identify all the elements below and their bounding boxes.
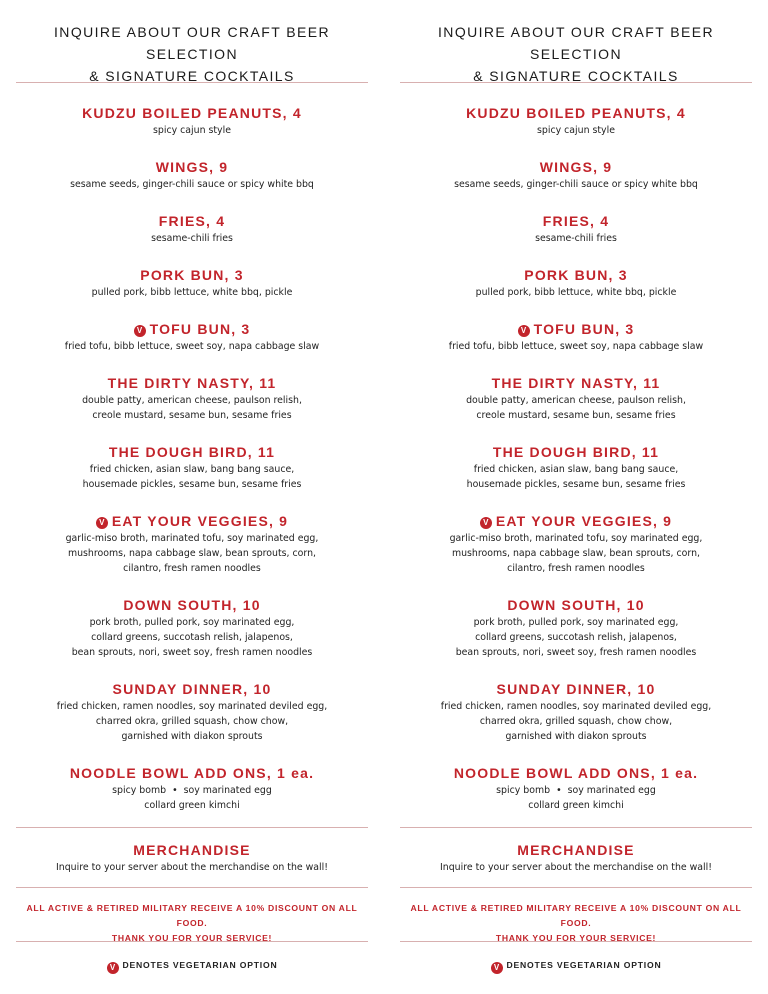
merchandise-section <box>400 841 752 875</box>
header-line-2: & SIGNATURE COCKTAILS <box>473 68 679 84</box>
addons-line-1 <box>16 783 368 798</box>
menu-item <box>400 104 752 138</box>
menu-item-description-line: creole mustard, sesame bun, sesame fries <box>476 410 676 421</box>
menu-item-name: EAT YOUR VEGGIES, 9 <box>111 513 289 529</box>
menu-item <box>16 158 368 192</box>
menu-item-name: SUNDAY DINNER, 10 <box>112 681 272 697</box>
menu-item <box>400 212 752 246</box>
menu-item-description <box>16 177 368 192</box>
menu-column-right <box>384 0 768 994</box>
menu-item-name: THE DIRTY NASTY, 11 <box>107 375 277 391</box>
menu-item-description-line: cilantro, fresh ramen noodles <box>507 563 645 574</box>
menu-item-name: SUNDAY DINNER, 10 <box>496 681 656 697</box>
menu-item <box>16 320 368 354</box>
military-line-1: ALL ACTIVE & RETIRED MILITARY RECEIVE A 10% DISCOUNT ON ALL FOOD. <box>26 903 358 928</box>
divider <box>400 827 752 828</box>
menu-item-name: WINGS, 9 <box>155 159 229 175</box>
header <box>400 21 752 87</box>
addon-soy-egg: soy marinated egg <box>183 785 272 796</box>
menu-item-description-line: pulled pork, bibb lettuce, white bbq, pickle <box>475 287 677 298</box>
menu-item <box>16 212 368 246</box>
menu-item-title <box>16 104 368 122</box>
vegetarian-icon: V <box>134 325 146 337</box>
menu-item-description <box>16 231 368 246</box>
menu-item-title <box>16 320 368 338</box>
menu-item-description <box>400 393 752 423</box>
menu-item-name: KUDZU BOILED PEANUTS, 4 <box>82 105 302 121</box>
addon-separator: • <box>172 785 178 796</box>
addons-section <box>400 764 752 813</box>
merchandise-section <box>16 841 368 875</box>
merchandise-description: Inquire to your server about the merchandise on the wall! <box>439 862 713 873</box>
merchandise-description: Inquire to your server about the merchandise on the wall! <box>55 862 329 873</box>
menu-item-title <box>400 104 752 122</box>
menu-item-description-line: sesame seeds, ginger-chili sauce or spicy white bbq <box>454 179 698 190</box>
divider <box>16 827 368 828</box>
divider <box>400 82 752 83</box>
military-line-2: THANK YOU FOR YOUR SERVICE! <box>111 933 273 943</box>
menu-item-description-line: double patty, american cheese, paulson relish, <box>466 395 686 406</box>
menu-item-description-line: fried chicken, ramen noodles, soy marinated deviled egg, <box>56 701 328 712</box>
menu-item-title <box>400 443 752 461</box>
menu-item-description-line: charred okra, grilled squash, chow chow, <box>479 716 673 727</box>
military-discount-notice <box>400 901 752 946</box>
menu-item-title <box>400 680 752 698</box>
menu-item-description-line: fried chicken, asian slaw, bang bang sauce, <box>473 464 679 475</box>
vegetarian-icon: V <box>96 517 108 529</box>
menu-item-description-line: fried chicken, ramen noodles, soy marinated deviled egg, <box>440 701 712 712</box>
menu-item-title <box>16 212 368 230</box>
divider <box>400 941 752 942</box>
menu-item <box>16 680 368 744</box>
menu-item-description <box>400 339 752 354</box>
header <box>16 21 368 87</box>
menu-item-name: PORK BUN, 3 <box>140 267 244 283</box>
menu-item-description-line: garnished with diakon sprouts <box>505 731 647 742</box>
menu-item-description <box>16 123 368 138</box>
addon-separator: • <box>556 785 562 796</box>
menu-item-description-line: pork broth, pulled pork, soy marinated egg, <box>473 617 679 628</box>
menu-item-description <box>16 699 368 744</box>
menu-item-description <box>400 177 752 192</box>
header-line-1: INQUIRE ABOUT OUR CRAFT BEER SELECTION <box>54 24 330 62</box>
menu-item-name: WINGS, 9 <box>539 159 613 175</box>
menu-item-description-line: garlic-miso broth, marinated tofu, soy marinated egg, <box>65 533 319 544</box>
addons-description <box>400 783 752 813</box>
menu-item-description-line: housemade pickles, sesame bun, sesame fries <box>466 479 686 490</box>
menu-item <box>400 320 752 354</box>
menu-item <box>16 512 368 576</box>
menu-item <box>16 443 368 492</box>
menu-item <box>16 266 368 300</box>
menu-item-name: THE DOUGH BIRD, 11 <box>492 444 660 460</box>
menu-item <box>16 596 368 660</box>
menu-item-description-line: collard greens, succotash relish, jalapenos, <box>91 632 293 643</box>
addon-spicy-bomb: spicy bomb <box>496 785 551 796</box>
menu-item-description-line: collard greens, succotash relish, jalapenos, <box>475 632 677 643</box>
menu-item-description-line: mushrooms, napa cabbage slaw, bean sprouts, corn, <box>451 548 701 559</box>
addons-line-2: collard green kimchi <box>528 800 624 811</box>
menu-item-title <box>400 158 752 176</box>
menu-item-description-line: mushrooms, napa cabbage slaw, bean sprouts, corn, <box>67 548 317 559</box>
menu-item <box>400 374 752 423</box>
merchandise-title: MERCHANDISE <box>517 842 635 858</box>
menu-item-description-line: sesame-chili fries <box>151 233 233 244</box>
legend-text: DENOTES VEGETARIAN OPTION <box>506 960 662 970</box>
addons-title: NOODLE BOWL ADD ONS, 1 ea. <box>69 765 315 781</box>
menu-item-description-line: housemade pickles, sesame bun, sesame fries <box>82 479 302 490</box>
menu-item-description <box>400 531 752 576</box>
addons-title: NOODLE BOWL ADD ONS, 1 ea. <box>453 765 699 781</box>
menu-item-description-line: sesame seeds, ginger-chili sauce or spicy white bbq <box>70 179 314 190</box>
menu-item-name: FRIES, 4 <box>158 213 226 229</box>
menu-item-title <box>16 680 368 698</box>
menu-item-description-line: spicy cajun style <box>153 125 231 136</box>
menu-item-description-line: sesame-chili fries <box>535 233 617 244</box>
divider <box>16 887 368 888</box>
menu-item-title <box>400 596 752 614</box>
menu-item-description <box>16 462 368 492</box>
menu-item-description <box>400 123 752 138</box>
menu-item <box>16 374 368 423</box>
menu-item-title <box>16 443 368 461</box>
menu-item-name: DOWN SOUTH, 10 <box>123 597 261 613</box>
menu-item-description-line: charred okra, grilled squash, chow chow, <box>95 716 289 727</box>
military-line-2: THANK YOU FOR YOUR SERVICE! <box>495 933 657 943</box>
menu-item-description-line: garlic-miso broth, marinated tofu, soy marinated egg, <box>449 533 703 544</box>
menu-item-title <box>400 374 752 392</box>
military-discount-notice <box>16 901 368 946</box>
vegetarian-legend <box>16 958 368 974</box>
menu-item-description-line: fried tofu, bibb lettuce, sweet soy, napa cabbage slaw <box>64 341 320 352</box>
menu-item-name: EAT YOUR VEGGIES, 9 <box>495 513 673 529</box>
menu-item-title <box>16 158 368 176</box>
addon-spicy-bomb: spicy bomb <box>112 785 167 796</box>
menu-item-description <box>16 285 368 300</box>
menu-item-title <box>16 512 368 530</box>
menu-item-description <box>400 462 752 492</box>
addons-description <box>16 783 368 813</box>
addons-line-2: collard green kimchi <box>144 800 240 811</box>
menu-item <box>16 104 368 138</box>
menu-item-title <box>16 596 368 614</box>
merchandise-title: MERCHANDISE <box>133 842 251 858</box>
menu-item-description <box>16 393 368 423</box>
menu-item-description <box>16 339 368 354</box>
menu-item-description-line: fried tofu, bibb lettuce, sweet soy, napa cabbage slaw <box>448 341 704 352</box>
vegetarian-icon: V <box>480 517 492 529</box>
menu-item-description-line: double patty, american cheese, paulson relish, <box>82 395 302 406</box>
vegetarian-legend <box>400 958 752 974</box>
menu-item-name: TOFU BUN, 3 <box>533 321 635 337</box>
menu-item-description-line: pork broth, pulled pork, soy marinated egg, <box>89 617 295 628</box>
menu-item-description-line: spicy cajun style <box>537 125 615 136</box>
menu-item <box>400 596 752 660</box>
menu-item <box>400 266 752 300</box>
menu-item-description-line: pulled pork, bibb lettuce, white bbq, pickle <box>91 287 293 298</box>
menu-item-description <box>16 615 368 660</box>
addons-line-1 <box>400 783 752 798</box>
menu-item-description <box>16 531 368 576</box>
divider <box>16 82 368 83</box>
vegetarian-icon: V <box>107 962 119 974</box>
addons-section <box>16 764 368 813</box>
menu-item-name: KUDZU BOILED PEANUTS, 4 <box>466 105 686 121</box>
menu-item-title <box>16 374 368 392</box>
military-line-1: ALL ACTIVE & RETIRED MILITARY RECEIVE A 10% DISCOUNT ON ALL FOOD. <box>410 903 742 928</box>
menu-item-title <box>400 266 752 284</box>
menu-item-title <box>16 266 368 284</box>
menu-item <box>400 158 752 192</box>
header-line-2: & SIGNATURE COCKTAILS <box>89 68 295 84</box>
menu-item <box>400 680 752 744</box>
menu-item-description <box>400 615 752 660</box>
addon-soy-egg: soy marinated egg <box>567 785 656 796</box>
divider <box>16 941 368 942</box>
menu-item-description <box>400 231 752 246</box>
menu-item-name: THE DOUGH BIRD, 11 <box>108 444 276 460</box>
legend-text: DENOTES VEGETARIAN OPTION <box>122 960 278 970</box>
menu-item-description-line: bean sprouts, nori, sweet soy, fresh ramen noodles <box>455 647 697 658</box>
menu-item-title <box>400 212 752 230</box>
menu-item-name: TOFU BUN, 3 <box>149 321 251 337</box>
header-line-1: INQUIRE ABOUT OUR CRAFT BEER SELECTION <box>438 24 714 62</box>
menu-item-name: FRIES, 4 <box>542 213 610 229</box>
menu-item-description-line: cilantro, fresh ramen noodles <box>123 563 261 574</box>
menu-item-description-line: bean sprouts, nori, sweet soy, fresh ramen noodles <box>71 647 313 658</box>
menu-item-description <box>400 285 752 300</box>
vegetarian-icon: V <box>518 325 530 337</box>
menu-item-name: THE DIRTY NASTY, 11 <box>491 375 661 391</box>
menu-item-title <box>400 320 752 338</box>
menu-item-name: PORK BUN, 3 <box>524 267 628 283</box>
menu-item <box>400 512 752 576</box>
menu-item-description-line: garnished with diakon sprouts <box>121 731 263 742</box>
menu-item-description-line: creole mustard, sesame bun, sesame fries <box>92 410 292 421</box>
divider <box>400 887 752 888</box>
menu-item-description <box>400 699 752 744</box>
menu-item <box>400 443 752 492</box>
menu-item-description-line: fried chicken, asian slaw, bang bang sauce, <box>89 464 295 475</box>
menu-item-title <box>400 512 752 530</box>
menu-item-name: DOWN SOUTH, 10 <box>507 597 645 613</box>
vegetarian-icon: V <box>491 962 503 974</box>
